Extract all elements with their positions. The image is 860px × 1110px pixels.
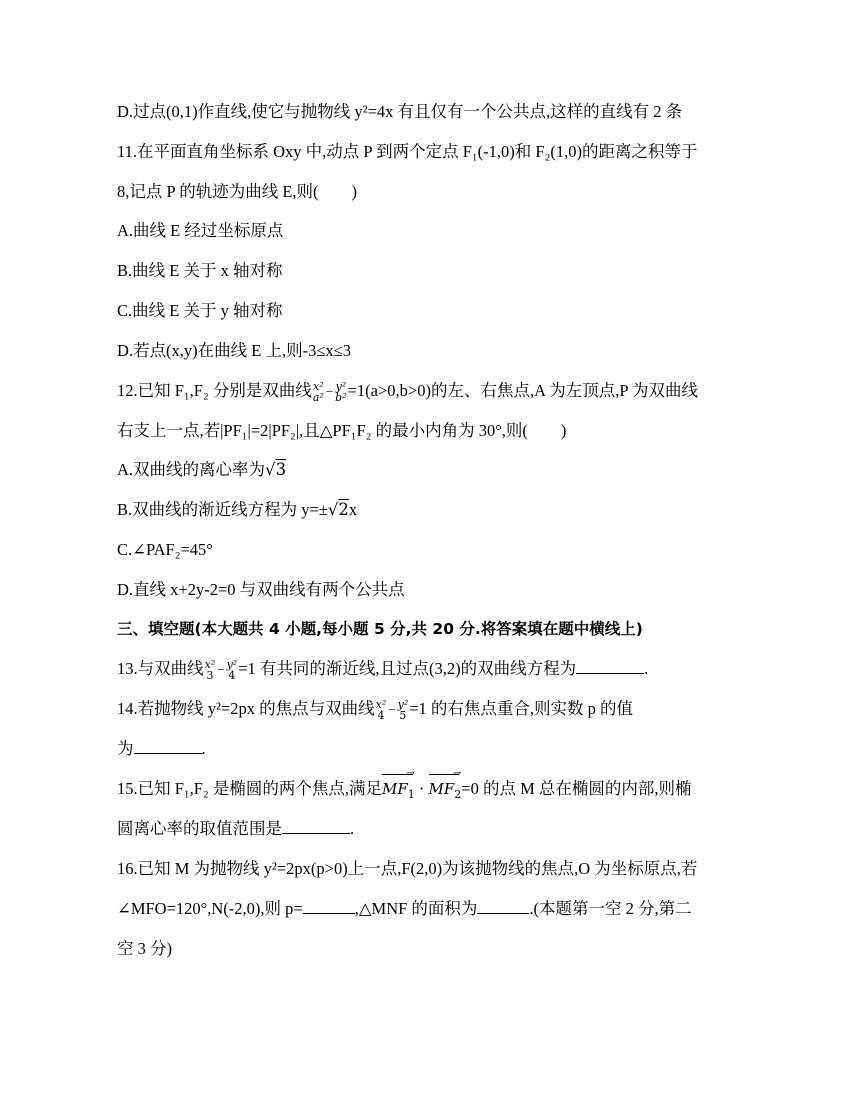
question-12-line1 [117,379,698,404]
option-12a-text: A.双曲线的离心率为 [117,460,266,479]
option-10d: D.过点(0,1)作直线,使它与抛物线 y²=4x 有且仅有一个公共点,这样的直线有 2 条 [117,102,683,121]
q13-frac-x [205,659,216,681]
question-15-line2 [117,817,354,841]
question-16-line1: 16.已知 M 为抛物线 y²=2px(p>0)上一点,F(2,0)为该抛物线的焦点,O 为坐标原点,若 [117,859,698,878]
arrow-icon: → [452,768,462,779]
option-12c: C.∠PAF₂=45° [117,540,213,559]
vector-label: MF [428,780,455,798]
question-14-line2 [117,737,206,761]
vector-subscript: 2 [454,788,462,801]
q15-text-pre: 15.已知 F₁,F₂ 是椭圆的两个焦点,满足 [117,779,382,798]
vector-mf2 [428,768,462,807]
frac-den: 4 [377,709,385,723]
arrow-icon: → [406,768,415,779]
q14-text-post: =1 的右焦点重合,则实数 p 的值 [409,699,634,718]
q13-frac-y [227,659,238,681]
frac-den: 5 [399,709,407,723]
frac-den: a² [312,391,324,405]
question-15-line1 [117,768,692,807]
question-11-line1: 11.在平面直角坐标系 Oxy 中,动点 P 到两个定点 F₁(-1,0)和 F₂(1,0)的距离之积等于 [117,142,698,161]
frac-den: 3 [206,669,214,683]
q13-text-pre: 13.与双曲线 [117,659,204,678]
question-11-line2: 8,记点 P 的轨迹为曲线 E,则( ) [117,182,358,201]
frac-den: 4 [228,669,236,683]
sqrt-3: √3 [265,460,287,479]
q14b-text: 为 [117,739,134,758]
option-11a: A.曲线 E 经过坐标原点 [117,221,284,240]
frac-num: x² [375,698,387,712]
q15-text-post: =0 的点 M 总在椭圆的内部,则椭 [461,779,692,798]
option-12b-text: B.双曲线的渐近线方程为 y=± [117,500,328,519]
q16b-text-post: .(本题第一空 2 分,第二 [529,899,692,918]
q14b-end: . [201,739,206,758]
frac-num: y² [397,698,409,712]
answer-blank-p[interactable] [303,899,355,914]
option-11b: B.曲线 E 关于 x 轴对称 [117,261,283,280]
option-11c: C.曲线 E 关于 y 轴对称 [117,301,283,320]
option-11d: D.若点(x,y)在曲线 E 上,则-3≤x≤3 [117,341,351,360]
q14-frac-x [376,699,387,721]
vector-label: MF [381,780,408,798]
answer-blank[interactable] [576,659,644,674]
option-12d: D.直线 x+2y-2=0 与双曲线有两个公共点 [117,580,405,599]
radicand: 2 [338,500,349,519]
section-3-heading: 三、填空题(本大题共 4 小题,每小题 5 分,共 20 分.将答案填在题中横线上) [117,620,643,638]
q14-frac-y [398,699,409,721]
q13-end: . [644,659,649,678]
question-14-line1 [117,697,633,722]
q15b-end: . [350,819,355,838]
q16b-text-pre: ∠MFO=120°,N(-2,0),则 p= [117,899,303,918]
q12-frac-y [335,381,346,403]
frac-num: y² [335,380,347,394]
minus-sign: − [325,384,334,400]
vector-mf1 [381,768,415,807]
minus-sign: − [388,702,396,718]
q16b-text-mid: ,△MNF 的面积为 [354,899,478,918]
sqrt-2: √2 [327,500,349,519]
q15b-text: 圆离心率的取值范围是 [117,819,282,838]
question-12-line2: 右支上一点,若|PF₁|=2|PF₂|,且△PF₁F₂ 的最小内角为 30°,则( ) [117,421,567,440]
option-12b [117,498,357,522]
q12-text-pre: 12.已知 F₁,F₂ 分别是双曲线 [117,381,312,400]
option-12a [117,458,286,482]
option-12b-tail: x [348,500,358,519]
frac-num: x² [313,380,324,394]
answer-blank[interactable] [282,819,350,834]
q14-text-pre: 14.若抛物线 y²=2px 的焦点与双曲线 [117,699,375,718]
radicand: 3 [275,460,287,479]
frac-num: x² [204,658,216,672]
minus-sign: − [217,662,225,678]
question-16-line2 [117,897,692,921]
q12-text-post: =1(a>0,b>0)的左、右焦点,A 为左顶点,P 为双曲线 [347,381,699,400]
q12-frac-x [313,381,324,403]
question-13 [117,657,648,682]
answer-blank-area[interactable] [477,899,529,914]
answer-blank[interactable] [134,739,202,754]
frac-den: b² [335,391,347,405]
q13-text-post: =1 有共同的渐近线,且过点(3,2)的双曲线方程为 [238,659,577,678]
question-16-line3: 空 3 分) [117,939,172,958]
dot-product: · [418,779,425,798]
vector-subscript: 1 [407,788,415,801]
frac-num: y² [226,658,238,672]
